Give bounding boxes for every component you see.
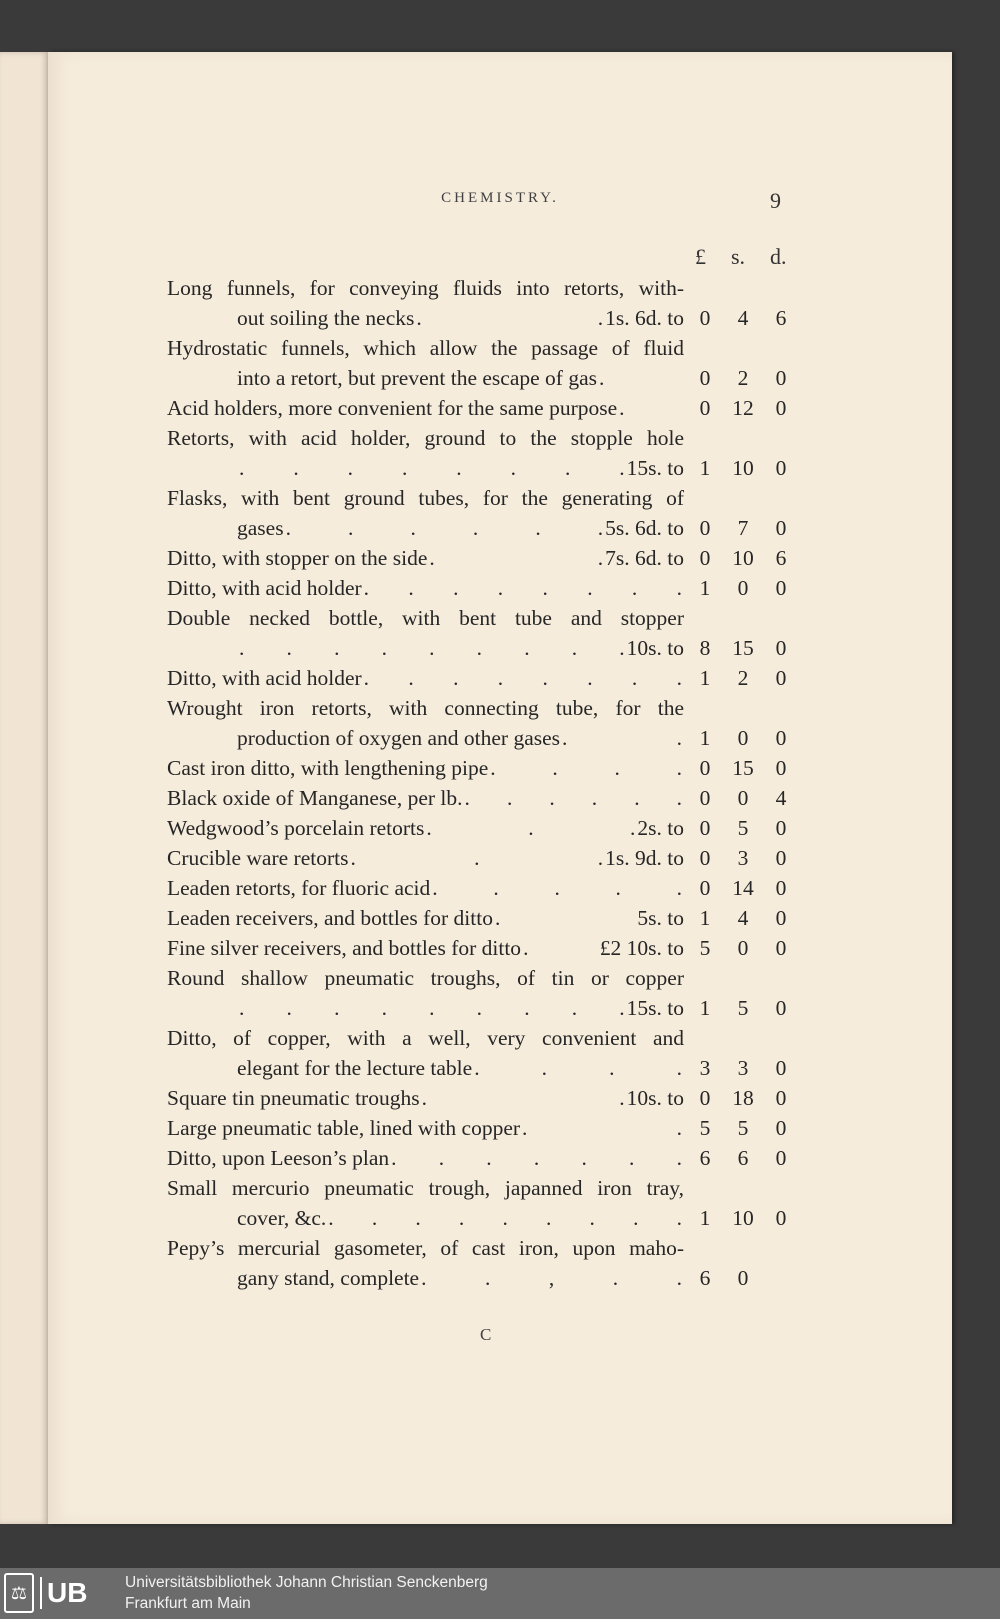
price-pounds: 0 — [699, 756, 711, 780]
price-shillings: 0 — [737, 1266, 749, 1290]
dot-leader: . — [523, 936, 529, 960]
dot-leader: . — [494, 906, 501, 930]
price-shillings: 0 — [737, 936, 749, 960]
price-pence: 0 — [775, 846, 787, 870]
price-pounds: 0 — [699, 366, 711, 390]
entry-line: Round shallow pneumatic troughs, of tin or copper — [167, 966, 684, 990]
entry-line — [167, 933, 684, 963]
price-range: 1s. 6d. to — [605, 306, 684, 330]
price-pounds: 1 — [699, 1206, 711, 1230]
entry-label: Ditto, upon Leeson’s plan — [167, 1146, 390, 1170]
price-shillings: 2 — [737, 666, 749, 690]
price-shillings: 3 — [737, 1056, 749, 1080]
price-pence: 6 — [775, 306, 787, 330]
entry-line — [167, 573, 684, 603]
dot-leader: . . . . — [474, 1056, 682, 1080]
price-shillings: 10 — [732, 1206, 754, 1230]
entry-label: Square tin pneumatic troughs — [167, 1086, 420, 1110]
entry-line: Flasks, with bent ground tubes, for the generating of — [167, 486, 684, 510]
dot-leader: . . — [562, 726, 682, 750]
entry-line — [167, 813, 684, 843]
price-pence: 0 — [775, 1206, 787, 1230]
entry-label: Large pneumatic table, lined with copper — [167, 1116, 521, 1140]
dot-leader: . . — [421, 1086, 625, 1110]
price-pounds: 0 — [699, 516, 711, 540]
entry-line: Long funnels, for conveying fluids into retorts, with- — [167, 276, 684, 300]
price-pounds: 1 — [699, 726, 711, 750]
price-shillings: 10 — [732, 456, 754, 480]
price-pounds: 3 — [699, 1056, 711, 1080]
price-range: 1s. 9d. to — [605, 846, 684, 870]
entry-line: Small mercurio pneumatic trough, japanned iron tray, — [167, 1176, 684, 1200]
dot-leader: . — [599, 366, 605, 390]
dot-leader: . . . . . . . . — [239, 456, 625, 480]
dot-leader: . . . . . . — [285, 516, 604, 540]
price-pounds: 0 — [699, 396, 711, 420]
price-pence: 0 — [775, 1116, 787, 1140]
entry-label: Crucible ware retorts — [167, 846, 349, 870]
price-shillings: 2 — [737, 366, 749, 390]
entry-line: Ditto, of copper, with a well, very convenient and — [167, 1026, 684, 1050]
price-pence: 0 — [775, 456, 787, 480]
entry-line — [237, 453, 684, 483]
price-shillings: 14 — [732, 876, 754, 900]
price-range: £2 10s. to — [599, 936, 684, 960]
entry-line — [167, 843, 684, 873]
price-shillings: 4 — [737, 306, 749, 330]
dot-leader: . . . . — [490, 756, 682, 780]
price-pence: 0 — [775, 1146, 787, 1170]
entry-line — [167, 783, 684, 813]
price-range: 5s. 6d. to — [605, 516, 684, 540]
entry-label: Wedgwood’s porcelain retorts — [167, 816, 425, 840]
entry-line: Double necked bottle, with bent tube and stopper — [167, 606, 684, 630]
price-pounds: 0 — [699, 786, 711, 810]
price-pence: 0 — [775, 876, 787, 900]
entry-line — [167, 1143, 684, 1173]
entry-line — [237, 633, 684, 663]
price-shillings: 18 — [732, 1086, 754, 1110]
price-shillings: 0 — [737, 576, 749, 600]
price-pounds: 8 — [699, 636, 711, 660]
price-shillings: 4 — [737, 906, 749, 930]
price-range: 10s. to — [626, 1086, 684, 1110]
entry-label: Cast iron ditto, with lengthening pipe — [167, 756, 489, 780]
entry-line — [167, 543, 684, 573]
entry-line — [237, 513, 684, 543]
price-shillings: 5 — [737, 1116, 749, 1140]
price-pounds: 1 — [699, 456, 711, 480]
price-pounds: 6 — [699, 1266, 711, 1290]
price-range: 2s. to — [637, 816, 684, 840]
entry-line — [237, 303, 684, 333]
dot-leader: . . . . . . — [464, 786, 682, 810]
entry-label: Fine silver receivers, and bottles for ditto — [167, 936, 522, 960]
price-shillings: 5 — [737, 996, 749, 1020]
page-number: 9 — [770, 188, 781, 213]
entry-label: Black oxide of Manganese, per lb. — [167, 786, 463, 810]
price-pounds: 1 — [699, 666, 711, 690]
signature-mark: C — [480, 1325, 493, 1344]
price-range: 10s. to — [626, 636, 684, 660]
entry-label: gany stand, complete — [237, 1266, 420, 1290]
price-pounds: 0 — [699, 816, 711, 840]
entry-line — [167, 753, 684, 783]
entry-label: Ditto, with acid holder — [167, 666, 362, 690]
price-pounds: 5 — [699, 936, 711, 960]
price-pence: 6 — [775, 546, 787, 570]
price-pounds: 0 — [699, 306, 711, 330]
running-head: CHEMISTRY. — [441, 190, 559, 206]
price-range: 15s. to — [626, 456, 684, 480]
price-shillings: 7 — [737, 516, 749, 540]
price-pounds: 5 — [699, 1116, 711, 1140]
dot-leader: . . . . . . . — [391, 1146, 682, 1170]
dot-leader: . . — [522, 1116, 682, 1140]
entry-line — [237, 363, 684, 393]
entry-line: Hydrostatic funnels, which allow the passage of fluid — [167, 336, 684, 360]
price-range: 7s. 6d. to — [605, 546, 684, 570]
dot-leader: . — [619, 396, 625, 420]
price-shillings: 0 — [737, 726, 749, 750]
entry-label: into a retort, but prevent the escape of gas — [237, 366, 597, 390]
entry-label: production of oxygen and other gases — [237, 726, 561, 750]
price-pence: 4 — [775, 786, 787, 810]
ub-logo — [4, 1573, 116, 1613]
price-pence: 0 — [775, 516, 787, 540]
dot-leader: . . . — [350, 846, 604, 870]
dot-leader: . . — [429, 546, 604, 570]
price-shillings: 5 — [737, 816, 749, 840]
price-pence: 0 — [775, 366, 787, 390]
entry-line — [167, 873, 684, 903]
dot-leader: . . . . . . . . — [363, 576, 682, 600]
dot-leader: . . . . . . . . . — [239, 636, 625, 660]
entry-label: Leaden receivers, and bottles for ditto — [167, 906, 493, 930]
entry-line — [167, 1113, 684, 1143]
price-pence: 0 — [775, 1086, 787, 1110]
price-shillings: 10 — [732, 546, 754, 570]
price-pounds: 0 — [699, 876, 711, 900]
library-city: Frankfurt am Main — [125, 1595, 251, 1612]
entry-label: out soiling the necks — [237, 306, 415, 330]
pence-column-header: d. — [770, 244, 787, 269]
dot-leader: . . . . . . . . — [363, 666, 682, 690]
price-pounds: 1 — [699, 996, 711, 1020]
entry-label: gases — [237, 516, 284, 540]
dot-leader: . . . — [426, 816, 636, 840]
entry-line: Pepy’s mercurial gasometer, of cast iron, upon maho- — [167, 1236, 684, 1260]
entry-line: Wrought iron retorts, with connecting tube, for the — [167, 696, 684, 720]
price-pence: 0 — [775, 756, 787, 780]
entry-line: Retorts, with acid holder, ground to the stopple hole — [167, 426, 684, 450]
price-pence: 0 — [775, 906, 787, 930]
dot-leader: . . , . . — [421, 1266, 682, 1290]
price-shillings: 3 — [737, 846, 749, 870]
entry-line — [237, 1053, 684, 1083]
price-pence: 0 — [775, 636, 787, 660]
entry-line — [167, 903, 684, 933]
price-pence: 0 — [775, 396, 787, 420]
price-pounds: 0 — [699, 1086, 711, 1110]
price-pounds: 0 — [699, 846, 711, 870]
pound-column-header: £ — [695, 244, 706, 269]
entry-line — [237, 723, 684, 753]
price-shillings: 6 — [737, 1146, 749, 1170]
entry-label: Ditto, with acid holder — [167, 576, 362, 600]
price-pounds: 0 — [699, 546, 711, 570]
entry-label: Ditto, with stopper on the side — [167, 546, 428, 570]
entry-line — [167, 393, 684, 423]
entry-line — [237, 1203, 684, 1233]
price-shillings: 12 — [732, 396, 754, 420]
library-footer-bar — [0, 1568, 1000, 1619]
price-pence: 0 — [775, 936, 787, 960]
price-pounds: 1 — [699, 906, 711, 930]
dot-leader: . . . . . — [432, 876, 682, 900]
entry-line — [237, 1263, 684, 1293]
price-pounds: 6 — [699, 1146, 711, 1170]
price-pence: 0 — [775, 816, 787, 840]
price-range: 5s. to — [637, 906, 684, 930]
price-shillings: 15 — [732, 636, 754, 660]
library-name: Universitätsbibliothek Johann Christian Senckenberg — [125, 1574, 488, 1591]
entry-line — [167, 1083, 684, 1113]
shilling-column-header: s. — [731, 244, 746, 269]
dot-leader: . . . . . . . . . — [328, 1206, 682, 1230]
dot-leader: . . — [416, 306, 604, 330]
price-pence: 0 — [775, 666, 787, 690]
price-shillings: 15 — [732, 756, 754, 780]
entry-label: elegant for the lecture table — [237, 1056, 473, 1080]
price-pence: 0 — [775, 996, 787, 1020]
price-shillings: 0 — [737, 786, 749, 810]
entry-label: Acid holders, more convenient for the same purpose — [167, 396, 618, 420]
entry-line — [237, 993, 684, 1023]
entry-label: Leaden retorts, for fluoric acid — [167, 876, 431, 900]
dot-leader: . . . . . . . . . — [239, 996, 625, 1020]
price-pence: 0 — [775, 576, 787, 600]
entry-line — [167, 663, 684, 693]
price-pounds: 1 — [699, 576, 711, 600]
price-range: 15s. to — [626, 996, 684, 1020]
entry-label: cover, &c. — [237, 1206, 327, 1230]
price-pence: 0 — [775, 1056, 787, 1080]
price-pence — [765, 1263, 797, 1293]
library-emblem-icon: ⚖ — [4, 1573, 34, 1613]
price-pence: 0 — [775, 726, 787, 750]
ub-logo-text: UB — [40, 1577, 87, 1609]
